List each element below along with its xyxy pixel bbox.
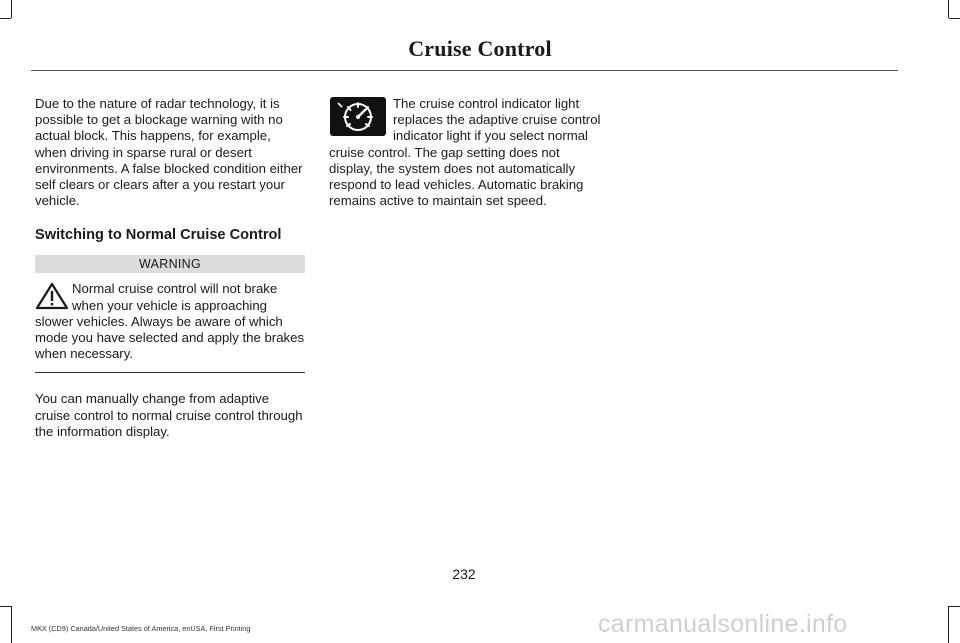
print-info: MKX (CD9) Canada/United States of America, enUSA, First Printing (31, 624, 251, 633)
crop-mark (11, 606, 12, 643)
intro-paragraph: Due to the nature of radar technology, it is possible to get a blockage warning with no actual block. This happens, for example, when driving in sparse rural or desert environments. A false blocked condition either self clears or clears after a you restart your vehicle. (35, 96, 303, 209)
page-number: 232 (452, 566, 476, 582)
section-heading: Switching to Normal Cruise Control (35, 227, 282, 244)
header-divider (31, 70, 898, 71)
right-column (329, 96, 601, 209)
crop-mark (948, 0, 949, 18)
crop-mark (0, 18, 11, 19)
warning-divider (35, 372, 305, 373)
left-column (35, 96, 305, 440)
page-title: Cruise Control (408, 36, 552, 61)
outro-paragraph: You can manually change from adaptive cruise control to normal cruise control through the information display. (35, 391, 303, 439)
watermark: carmanualsonline.info (598, 610, 848, 638)
warning-box (35, 281, 305, 373)
crop-mark (949, 18, 960, 19)
cruise-control-indicator-icon (330, 97, 386, 136)
crop-mark (11, 0, 12, 18)
crop-mark (948, 606, 949, 643)
crop-mark (949, 606, 960, 607)
warning-triangle-icon (35, 282, 69, 310)
crop-mark (0, 606, 11, 607)
warning-label: WARNING (35, 255, 305, 273)
warning-text: Normal cruise control will not brake when your vehicle is approaching slower vehicles. Always be aware of which mode you have selected and apply the brakes when necessary. (35, 281, 305, 362)
indicator-text: The cruise control indicator light replaces the adaptive cruise control indicator light if you select normal cruise control. The gap setting does not display, the system does not automatically respond to lead vehicles. Automatic braking remains active to maintain set speed. (329, 96, 601, 209)
